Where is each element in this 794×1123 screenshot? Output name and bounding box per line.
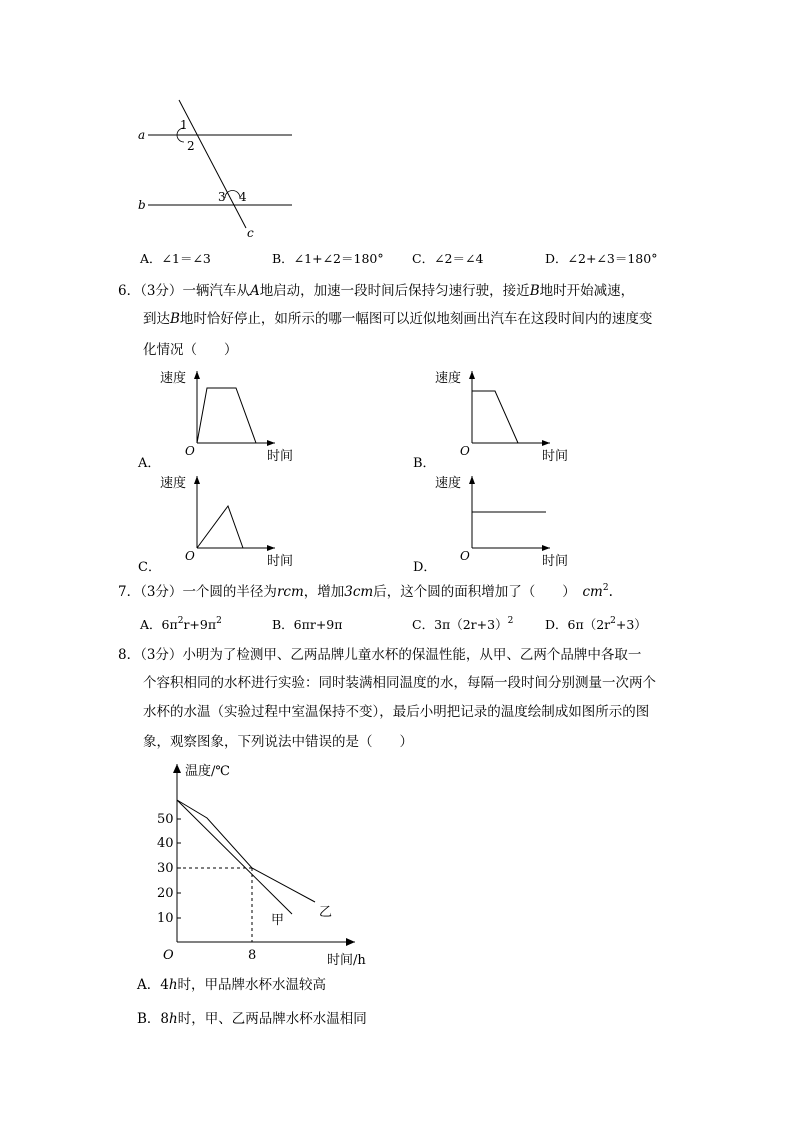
q5-parallel-lines-figure — [130, 95, 305, 245]
angle-4-label: 4 — [239, 190, 247, 204]
q7-option-a-text: r+9π — [183, 617, 217, 632]
line-b-label: b — [138, 198, 146, 212]
q8-number: 8． — [118, 647, 141, 663]
y-tick-label: 40 — [157, 836, 174, 851]
q8-option-b-unit: h — [169, 1011, 178, 1027]
q6-text: 到达 — [143, 311, 170, 327]
series-yi-line — [177, 800, 315, 902]
graph-b-origin: O — [460, 444, 470, 458]
q6-place-b: B — [170, 311, 180, 327]
x-tick-label: 8 — [248, 948, 257, 963]
q8-option-a-text: 时，甲品牌水杯水温较高 — [177, 977, 327, 993]
y-tick-label: 50 — [157, 812, 174, 827]
line-c-label: c — [247, 226, 254, 240]
q8-option-b-text: 时，甲、乙两品牌水杯水温相同 — [177, 1011, 367, 1027]
q8-option-a-unit: h — [168, 977, 178, 993]
q8-option-b-text: B．8 — [137, 1011, 170, 1027]
q8-temperature-chart — [135, 758, 385, 973]
q7-option-a — [140, 615, 222, 633]
q5-option-a: A．∠1＝∠3 — [140, 251, 211, 266]
graph-b-xlabel: 时间 — [542, 449, 569, 464]
angle-3-label: 3 — [218, 190, 226, 204]
q6-text: 一辆汽车从 — [182, 283, 250, 299]
chart-xlabel: 时间/h — [327, 953, 366, 968]
q7-increase: 3cm — [344, 584, 374, 600]
q7-line-1 — [118, 578, 613, 606]
q8-option-b — [137, 1005, 367, 1033]
series-jia-line — [177, 800, 292, 914]
y-tick-label: 30 — [157, 861, 174, 876]
q6-graph-a — [150, 365, 310, 465]
q7-unit: cm — [582, 584, 603, 600]
q6-option-c-label: C． — [138, 560, 161, 575]
q5-option-b: B．∠1+∠2＝180° — [272, 251, 384, 266]
q7-option-a-exp: 2 — [177, 616, 184, 626]
q6-text: 地时开始减速， — [539, 283, 635, 299]
chart-ylabel: 温度/℃ — [185, 764, 230, 779]
q6-option-d-label: D． — [413, 560, 437, 575]
q7-option-a-exp: 2 — [216, 616, 222, 626]
q6-line-2 — [143, 305, 652, 333]
q6-place-b: B — [529, 283, 540, 299]
graph-c-origin: O — [185, 549, 195, 563]
q6-score: （3分） — [140, 283, 183, 299]
q6-text: 地启动，加速一段时间后保持匀速行驶，接近 — [259, 283, 530, 299]
q8-option-a-text: A．4 — [137, 977, 169, 993]
q6-option-b-label: B． — [413, 456, 436, 471]
graph-a-origin: O — [185, 444, 195, 458]
q7-period: . — [608, 584, 613, 600]
series-jia-label: 甲 — [271, 913, 285, 928]
chart-origin: O — [163, 948, 174, 963]
q7-unit-exponent: 2 — [602, 583, 609, 593]
q7-option-c — [412, 615, 513, 633]
q8-line-4: 象，观察图象，下列说法中错误的是（ ） — [143, 734, 413, 750]
q7-radius: rcm — [276, 584, 304, 600]
q7-option-b: B．6πr+9π — [272, 617, 343, 632]
graph-c-xlabel: 时间 — [267, 554, 294, 569]
q5-option-d: D．∠2+∠3＝180° — [545, 251, 658, 266]
q6-graph-d — [425, 470, 585, 570]
q7-text: 后，这个圆的面积增加了（ ） — [373, 584, 569, 600]
q6-option-a-label: A． — [138, 456, 161, 471]
q6-place-a: A — [249, 283, 260, 299]
q6-line-3: 化情况（ ） — [143, 342, 238, 358]
q7-score: （3分） — [140, 584, 183, 600]
line-a-label: a — [138, 128, 146, 142]
graph-d-xlabel: 时间 — [542, 554, 569, 569]
q7-text: ，增加 — [303, 584, 345, 600]
q8-line-1 — [118, 641, 641, 669]
q7-text: 一个圆的半径为 — [182, 584, 277, 600]
q7-option-c-text: C．3π（2r+3） — [412, 617, 508, 632]
graph-d-origin: O — [460, 549, 470, 563]
graph-a-xlabel: 时间 — [267, 449, 294, 464]
q6-text: 地时恰好停止，如所示的哪一幅图可以近似地刻画出汽车在这段时间内的速度变 — [179, 311, 653, 327]
y-tick-label: 10 — [157, 911, 174, 926]
graph-a-ylabel: 速度 — [160, 371, 187, 386]
q5-option-c: C．∠2＝∠4 — [412, 251, 484, 266]
q7-option-d — [545, 615, 647, 633]
graph-b-ylabel: 速度 — [435, 371, 462, 386]
q6-graph-c — [150, 470, 310, 570]
series-yi-label: 乙 — [319, 905, 333, 920]
q6-number: 6． — [118, 283, 141, 299]
q8-line-3: 水杯的水温（实验过程中室温保持不变），最后小明把记录的温度绘制成如图所示的图 — [143, 704, 650, 720]
graph-d-ylabel: 速度 — [435, 476, 462, 491]
q7-option-d-exp: 2 — [610, 616, 616, 626]
q8-option-a — [137, 971, 326, 999]
q6-line-1 — [118, 277, 634, 305]
angle-1-label: 1 — [180, 118, 188, 132]
q8-text: 小明为了检测甲、乙两品牌儿童水杯的保温性能，从甲、乙两个品牌中各取一 — [182, 647, 642, 663]
q7-option-a-text: A．6π — [140, 617, 178, 632]
angle-2-label: 2 — [187, 139, 195, 153]
q7-option-d-text: D．6π（2r — [545, 617, 611, 632]
q8-line-2: 个容积相同的水杯进行实验：同时装满相同温度的水，每隔一段时间分别测量一次两个 — [143, 675, 656, 691]
y-tick-label: 20 — [157, 886, 174, 901]
q7-number: 7． — [118, 584, 141, 600]
q7-option-c-exp: 2 — [507, 616, 514, 626]
q6-graph-b — [425, 365, 585, 465]
q7-option-d-text: +3） — [615, 617, 647, 632]
q8-score: （3分） — [140, 647, 183, 663]
graph-c-ylabel: 速度 — [160, 476, 187, 491]
